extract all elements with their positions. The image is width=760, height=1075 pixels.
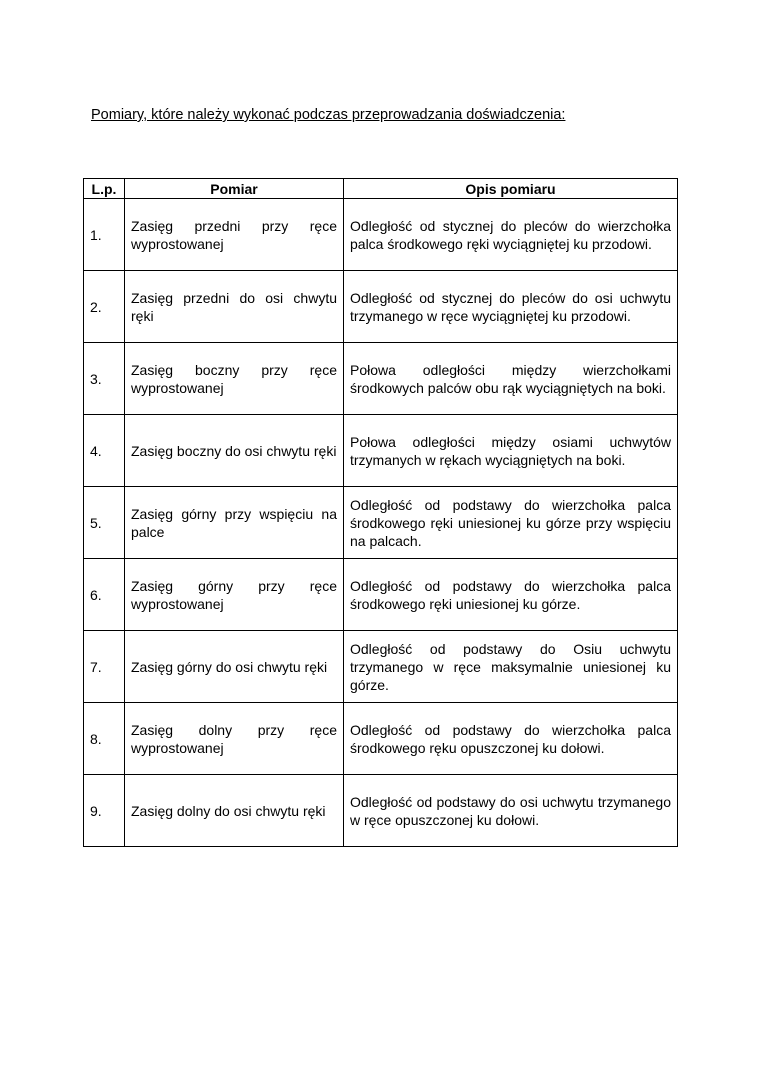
row-number: 7. (84, 631, 125, 703)
measurement-name: Zasięg górny do osi chwytu ręki (125, 631, 344, 703)
measurement-description: Odległość od podstawy do osi uchwytu trzymanego w ręce opuszczonej ku dołowi. (344, 775, 678, 847)
row-number: 3. (84, 343, 125, 415)
table-row (84, 631, 678, 703)
row-number: 1. (84, 199, 125, 271)
measurement-description: Odległość od podstawy do wierzchołka palca środkowego ręku opuszczonej ku dołowi. (344, 703, 678, 775)
measurement-description: Połowa odległości między wierzchołkami środkowych palców obu rąk wyciągniętych na boki. (344, 343, 678, 415)
table-row (84, 199, 678, 271)
measurements-table (83, 178, 678, 847)
table-row (84, 271, 678, 343)
header-lp: L.p. (84, 179, 125, 199)
row-number: 8. (84, 703, 125, 775)
table-header-row (84, 179, 678, 199)
table-row (84, 775, 678, 847)
document-heading: Pomiary, które należy wykonać podczas przeprowadzania doświadczenia: (91, 107, 566, 123)
table-row (84, 703, 678, 775)
measurement-name: Zasięg boczny przy ręce wyprostowanej (125, 343, 344, 415)
measurement-name: Zasięg górny przy ręce wyprostowanej (125, 559, 344, 631)
measurement-name: Zasięg boczny do osi chwytu ręki (125, 415, 344, 487)
measurement-description: Odległość od podstawy do wierzchołka palca środkowego ręki uniesionej ku górze przy wspięciu na palcach. (344, 487, 678, 559)
row-number: 9. (84, 775, 125, 847)
table-row (84, 487, 678, 559)
row-number: 6. (84, 559, 125, 631)
measurement-description: Odległość od podstawy do Osiu uchwytu trzymanego w ręce maksymalnie uniesionej ku górze. (344, 631, 678, 703)
header-pomiar: Pomiar (125, 179, 344, 199)
header-opis: Opis pomiaru (344, 179, 678, 199)
table-row (84, 415, 678, 487)
table-row (84, 343, 678, 415)
measurement-name: Zasięg górny przy wspięciu na palce (125, 487, 344, 559)
measurement-name: Zasięg dolny przy ręce wyprostowanej (125, 703, 344, 775)
measurement-name: Zasięg przedni do osi chwytu ręki (125, 271, 344, 343)
measurement-name: Zasięg przedni przy ręce wyprostowanej (125, 199, 344, 271)
row-number: 5. (84, 487, 125, 559)
row-number: 4. (84, 415, 125, 487)
row-number: 2. (84, 271, 125, 343)
measurement-name: Zasięg dolny do osi chwytu ręki (125, 775, 344, 847)
measurement-description: Odległość od podstawy do wierzchołka palca środkowego ręki uniesionej ku górze. (344, 559, 678, 631)
measurement-description: Połowa odległości między osiami uchwytów trzymanych w rękach wyciągniętych na boki. (344, 415, 678, 487)
measurement-description: Odległość od stycznej do pleców do wierzchołka palca środkowego ręki wyciągniętej ku przodowi. (344, 199, 678, 271)
measurement-description: Odległość od stycznej do pleców do osi uchwytu trzymanego w ręce wyciągniętej ku przodowi. (344, 271, 678, 343)
table-row (84, 559, 678, 631)
